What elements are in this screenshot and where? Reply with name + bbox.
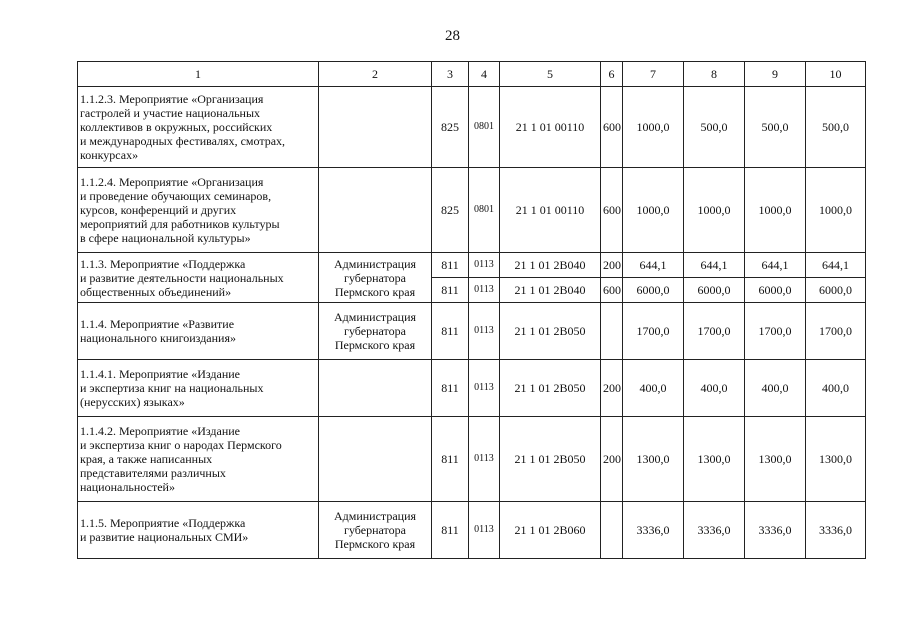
code-5: 21 1 01 2В050 <box>500 303 601 360</box>
column-header: 8 <box>684 62 745 87</box>
code-4: 0113 <box>469 278 500 303</box>
code-4: 0113 <box>469 253 500 278</box>
code-3: 811 <box>432 417 469 502</box>
activity-name: 1.1.2.3. Мероприятие «Организация гастролей и участие национальных коллективов в окружных, российских и международных фестивалях, смотрах, конкурсах» <box>78 87 319 168</box>
table-row <box>78 360 866 417</box>
code-6 <box>601 303 623 360</box>
column-header: 10 <box>806 62 866 87</box>
code-6: 200 <box>601 253 623 278</box>
value-9: 1700,0 <box>745 303 806 360</box>
value-8: 6000,0 <box>684 278 745 303</box>
value-9: 6000,0 <box>745 278 806 303</box>
code-4: 0113 <box>469 360 500 417</box>
value-9: 1300,0 <box>745 417 806 502</box>
budget-table <box>77 61 866 559</box>
column-header: 5 <box>500 62 601 87</box>
column-header: 1 <box>78 62 319 87</box>
header-row <box>78 62 866 87</box>
page-number: 28 <box>445 28 460 44</box>
code-4: 0113 <box>469 502 500 559</box>
value-8: 1700,0 <box>684 303 745 360</box>
column-header: 2 <box>319 62 432 87</box>
value-8: 3336,0 <box>684 502 745 559</box>
administrator: Администрация губернатора Пермского края <box>319 502 432 559</box>
value-8: 1300,0 <box>684 417 745 502</box>
code-6: 600 <box>601 168 623 253</box>
code-5: 21 1 01 2В040 <box>500 253 601 278</box>
code-5: 21 1 01 00110 <box>500 87 601 168</box>
code-4: 0801 <box>469 168 500 253</box>
activity-name: 1.1.4.1. Мероприятие «Издание и экспертиза книг на национальных (нерусских) языках» <box>78 360 319 417</box>
column-header: 6 <box>601 62 623 87</box>
value-7: 1000,0 <box>623 87 684 168</box>
value-9: 400,0 <box>745 360 806 417</box>
code-5: 21 1 01 00110 <box>500 168 601 253</box>
code-6: 600 <box>601 87 623 168</box>
code-4: 0113 <box>469 417 500 502</box>
table-row <box>78 417 866 502</box>
code-6: 200 <box>601 360 623 417</box>
table-row <box>78 253 866 278</box>
table-row <box>78 303 866 360</box>
table-row <box>78 87 866 168</box>
value-10: 1300,0 <box>806 417 866 502</box>
administrator <box>319 360 432 417</box>
code-4: 0113 <box>469 303 500 360</box>
code-6: 200 <box>601 417 623 502</box>
value-8: 1000,0 <box>684 168 745 253</box>
value-10: 3336,0 <box>806 502 866 559</box>
value-7: 644,1 <box>623 253 684 278</box>
column-header: 7 <box>623 62 684 87</box>
value-8: 644,1 <box>684 253 745 278</box>
value-10: 6000,0 <box>806 278 866 303</box>
value-10: 1000,0 <box>806 168 866 253</box>
code-3: 811 <box>432 253 469 278</box>
code-3: 811 <box>432 278 469 303</box>
value-7: 1000,0 <box>623 168 684 253</box>
code-3: 825 <box>432 168 469 253</box>
code-4: 0801 <box>469 87 500 168</box>
activity-name: 1.1.5. Мероприятие «Поддержка и развитие национальных СМИ» <box>78 502 319 559</box>
administrator <box>319 168 432 253</box>
activity-name: 1.1.4.2. Мероприятие «Издание и экспертиза книг о народах Пермского края, а также написанных представителями различных национальностей» <box>78 417 319 502</box>
table-row <box>78 502 866 559</box>
code-3: 811 <box>432 502 469 559</box>
value-9: 3336,0 <box>745 502 806 559</box>
code-3: 811 <box>432 303 469 360</box>
code-5: 21 1 01 2В040 <box>500 278 601 303</box>
table-row <box>78 168 866 253</box>
value-10: 500,0 <box>806 87 866 168</box>
value-9: 500,0 <box>745 87 806 168</box>
administrator <box>319 87 432 168</box>
value-8: 500,0 <box>684 87 745 168</box>
code-3: 825 <box>432 87 469 168</box>
value-9: 644,1 <box>745 253 806 278</box>
code-5: 21 1 01 2В050 <box>500 417 601 502</box>
activity-name: 1.1.3. Мероприятие «Поддержка и развитие деятельности национальных общественных объединений» <box>78 253 319 303</box>
value-7: 1700,0 <box>623 303 684 360</box>
column-header: 3 <box>432 62 469 87</box>
administrator: Администрация губернатора Пермского края <box>319 253 432 303</box>
activity-name: 1.1.4. Мероприятие «Развитие национального книгоиздания» <box>78 303 319 360</box>
value-10: 644,1 <box>806 253 866 278</box>
administrator: Администрация губернатора Пермского края <box>319 303 432 360</box>
code-6 <box>601 502 623 559</box>
administrator <box>319 417 432 502</box>
activity-name: 1.1.2.4. Мероприятие «Организация и проведение обучающих семинаров, курсов, конференций и других мероприятий для работников культуры в сфере национальной культуры» <box>78 168 319 253</box>
value-7: 400,0 <box>623 360 684 417</box>
value-7: 1300,0 <box>623 417 684 502</box>
code-6: 600 <box>601 278 623 303</box>
value-7: 6000,0 <box>623 278 684 303</box>
code-5: 21 1 01 2В050 <box>500 360 601 417</box>
column-header: 4 <box>469 62 500 87</box>
column-header: 9 <box>745 62 806 87</box>
code-5: 21 1 01 2В060 <box>500 502 601 559</box>
value-10: 400,0 <box>806 360 866 417</box>
value-8: 400,0 <box>684 360 745 417</box>
value-7: 3336,0 <box>623 502 684 559</box>
value-10: 1700,0 <box>806 303 866 360</box>
value-9: 1000,0 <box>745 168 806 253</box>
code-3: 811 <box>432 360 469 417</box>
